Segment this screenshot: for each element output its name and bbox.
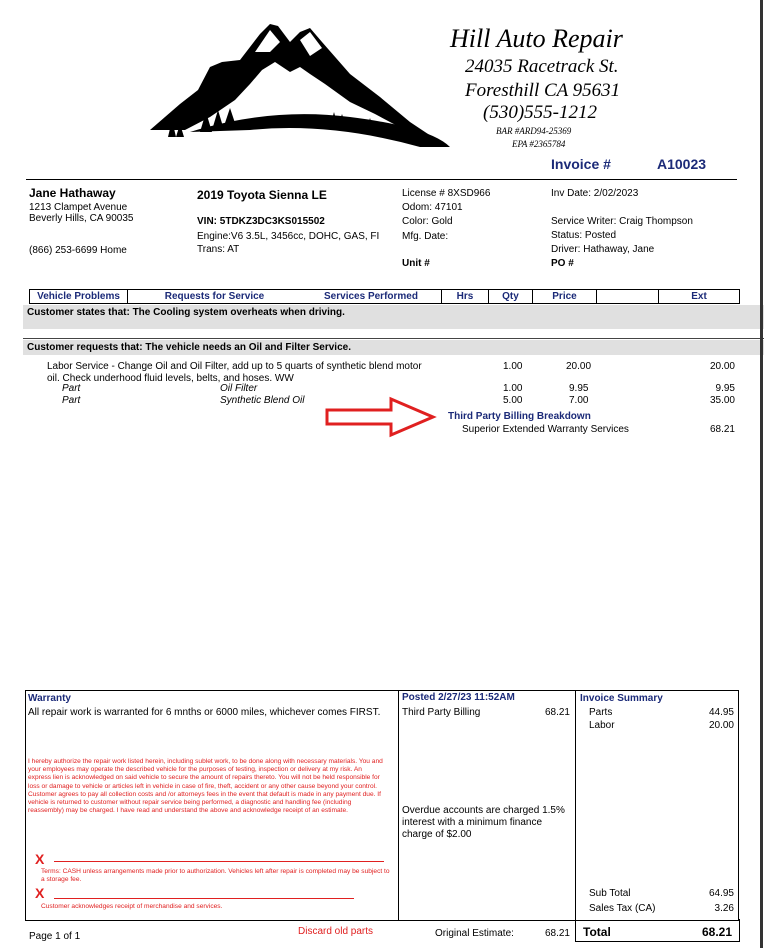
part-price: 9.95: [569, 383, 589, 394]
col-requests-for-service: Requests for Service: [164, 291, 265, 302]
summary-tax-label: Sales Tax (CA): [589, 903, 656, 914]
status: Status: Posted: [551, 230, 617, 241]
warranty-title: Warranty: [28, 693, 71, 704]
request-divider: [23, 338, 764, 339]
request-band: Customer requests that: The vehicle needs an Oil and Filter Service.: [23, 340, 764, 355]
labor-qty: 1.00: [503, 361, 523, 372]
summary-title: Invoice Summary: [580, 693, 663, 704]
third-party-amount: 68.21: [709, 424, 735, 435]
part-type: Part: [62, 383, 81, 394]
shop-street: 24035 Racetrack St.: [465, 56, 619, 77]
col-hrs: Hrs: [442, 290, 489, 303]
customer-address1: 1213 Clampet Avenue: [29, 202, 128, 213]
discard-parts-note: Discard old parts: [298, 926, 374, 937]
terms-text: Terms: CASH unless arrangements made prior to authorization. Vehicles left after repair is completed may be subject to a storage fee.: [41, 868, 390, 884]
labor-desc-line2: oil. Check underhood fluid levels, belts, and hoses. WW: [47, 373, 294, 384]
labor-ext: 20.00: [709, 361, 735, 372]
original-estimate-label: Original Estimate:: [435, 928, 514, 939]
third-party-payer: Superior Extended Warranty Services: [462, 424, 629, 435]
labor-desc-line1: Labor Service - Change Oil and Oil Filter, add up to 5 quarts of synthetic blend motor: [47, 361, 422, 372]
red-arrow-icon: [325, 396, 437, 438]
driver: Driver: Hathaway, Jane: [551, 244, 655, 255]
part-price: 7.00: [569, 395, 589, 406]
vehicle-engine: Engine:V6 3.5L, 3456cc, DOHC, GAS, FI: [197, 231, 380, 242]
warranty-text: All repair work is warranted for 6 mnths or 6000 miles, whichever comes FIRST.: [28, 707, 381, 718]
vehicle-trans: Trans: AT: [197, 244, 240, 255]
part-qty: 5.00: [503, 395, 523, 406]
customer-address2: Beverly Hills, CA 90035: [29, 213, 134, 224]
third-party-billing-label: Third Party Billing: [402, 707, 481, 718]
acknowledge-text: Customer acknowledges receipt of merchandise and services.: [41, 903, 223, 910]
labor-price: 20.00: [566, 361, 592, 372]
service-writer: Service Writer: Craig Thompson: [551, 216, 693, 227]
signature-x-mark: X: [35, 885, 45, 901]
invoice-date: Inv Date: 2/02/2023: [551, 188, 639, 199]
po-number: PO #: [551, 258, 574, 269]
summary-subtotal-value: 64.95: [708, 888, 734, 899]
vehicle-vin: VIN: 5TDKZ3DC3KS015502: [197, 216, 325, 227]
overdue-note: Overdue accounts are charged 1.5% interest with a minimum finance charge of $2.00: [402, 805, 565, 840]
signature-line: [54, 898, 354, 899]
header-divider: [26, 179, 737, 180]
customer-name: Jane Hathaway: [29, 186, 116, 200]
col-price: Price: [533, 290, 597, 303]
part-name: Synthetic Blend Oil: [220, 395, 305, 406]
invoice-number: A10023: [657, 156, 707, 172]
page-right-edge: [760, 0, 763, 948]
vehicle-unit: Unit #: [402, 258, 430, 269]
part-row: [0, 383, 764, 395]
col-ext: Ext: [691, 291, 707, 302]
vehicle-title: 2019 Toyota Sienna LE: [197, 188, 327, 202]
customer-phone: (866) 253-6699 Home: [29, 245, 127, 256]
shop-phone: (530)555-1212: [483, 102, 597, 123]
col-services-performed: Services Performed: [301, 290, 442, 303]
part-qty: 1.00: [503, 383, 523, 394]
invoice-label: Invoice #: [551, 156, 611, 172]
summary-tax-value: 3.26: [714, 903, 734, 914]
vehicle-license: License # 8XSD966: [402, 188, 491, 199]
third-party-billing-amount: 68.21: [544, 707, 570, 718]
summary-subtotal-label: Sub Total: [589, 888, 631, 899]
summary-labor-label: Labor: [589, 720, 615, 731]
summary-parts-label: Parts: [589, 707, 613, 718]
original-estimate-value: 68.21: [544, 928, 570, 939]
vehicle-mfg-date: Mfg. Date:: [402, 231, 449, 242]
shop-name: Hill Auto Repair: [450, 24, 623, 53]
summary-parts-value: 44.95: [708, 707, 734, 718]
part-ext: 35.00: [709, 395, 735, 406]
col-blank: [597, 290, 659, 303]
page-number: Page 1 of 1: [29, 931, 81, 942]
vehicle-odom: Odom: 47101: [402, 202, 463, 213]
posted-title: Posted 2/27/23 11:52AM: [402, 692, 515, 703]
shop-bar: BAR #ARD94-25369: [496, 126, 572, 136]
signature-line: [54, 861, 384, 862]
signature-x-mark: X: [35, 851, 45, 867]
column-header-row: [29, 289, 740, 304]
authorization-text: I hereby authorize the repair work listed herein, including sublet work, to be done along with necessary materials. You and your employees may operate the described vehicle for the purposes of testing, inspection or delivery at my risk. An express lien is acknowledged on said vehicle to secure the amount of repairs thereto. You will not be held responsible for loss or damage to vehicle or articles left in vehicle in case of fire, theft, accident or any other cause beyond your control. Customer agrees to pay all collection costs and /or attorneys fees in the event that default is made in any payment due. If vehicle is returned to customer without repair service being performed, a diagnostic and handling fee (including reassembly) may be charged. I have read and understand the above and acknowledge receipt of an estimate.: [28, 758, 383, 815]
col-vehicle-problems: Vehicle Problems: [30, 290, 128, 303]
part-ext: 9.95: [715, 383, 735, 394]
shop-city: Foresthill CA 95631: [465, 80, 621, 101]
third-party-title: Third Party Billing Breakdown: [448, 411, 591, 422]
col-qty: Qty: [489, 290, 533, 303]
mountain-logo: [150, 12, 450, 152]
part-type: Part: [62, 395, 81, 406]
total-label: Total: [583, 925, 611, 939]
vehicle-color: Color: Gold: [402, 216, 453, 227]
total-value: 68.21: [701, 925, 732, 939]
part-name: Oil Filter: [220, 383, 258, 394]
shop-epa: EPA #2365784: [512, 139, 566, 149]
summary-labor-value: 20.00: [708, 720, 734, 731]
complaint-band: Customer states that: The Cooling system overheats when driving.: [23, 305, 764, 329]
